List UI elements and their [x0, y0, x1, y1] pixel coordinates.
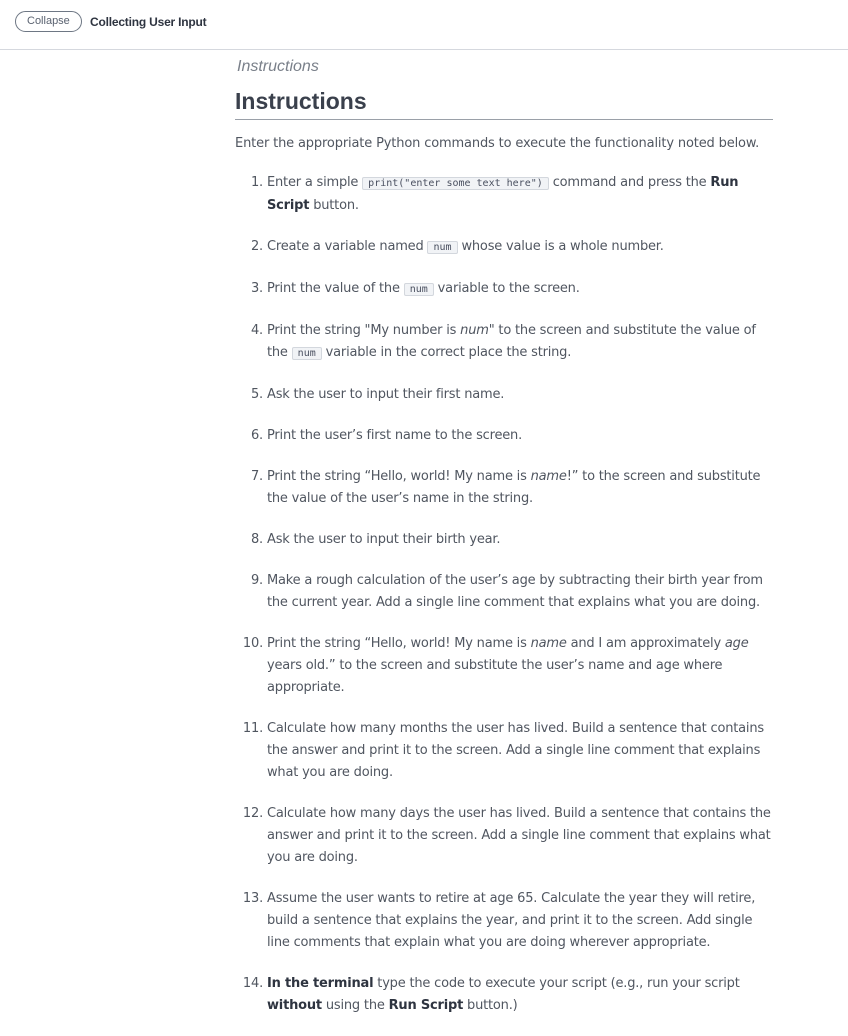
step-text: " to the screen and substitute the value of the — [267, 323, 756, 360]
list-item — [235, 466, 773, 510]
step-number: 5. — [250, 387, 263, 402]
collapse-button[interactable]: Collapse — [15, 11, 82, 32]
step-number: 2. — [250, 239, 263, 254]
step-number: 1. — [250, 175, 263, 190]
step-text: Create a variable named — [267, 239, 428, 254]
emphasis-italic: num — [460, 323, 489, 338]
step-text: Print the string “Hello, world! My name is — [267, 636, 531, 651]
step-text: type the code to execute your script (e.g., run your script — [373, 976, 740, 991]
list-item — [235, 529, 773, 551]
step-text: years old.” to the screen and substitute the user’s name and age where appropriate. — [267, 658, 723, 695]
list-item — [235, 633, 773, 699]
step-text: Enter a simple — [267, 175, 363, 190]
step-text: button. — [309, 198, 359, 213]
list-item — [235, 425, 773, 447]
step-number: 9. — [250, 573, 263, 588]
step-text: using the — [321, 998, 389, 1013]
step-number: 10. — [242, 636, 263, 651]
step-text: !” to the screen and substitute the value of the user’s name in the string. — [267, 469, 761, 506]
step-text: whose value is a whole number. — [457, 239, 664, 254]
section-kicker: Instructions — [237, 58, 319, 75]
step-text: Calculate how many months the user has lived. Build a sentence that contains the answer and print it to the screen. Add a single line comment that explains what you are doing. — [267, 721, 764, 780]
step-text: Ask the user to input their first name. — [267, 387, 505, 402]
step-number: 3. — [250, 281, 263, 296]
list-item — [235, 973, 773, 1017]
step-text: variable to the screen. — [433, 281, 580, 296]
inline-code: num — [427, 241, 457, 254]
list-item — [235, 172, 773, 217]
list-item — [235, 236, 773, 259]
emphasis-italic: name — [530, 469, 567, 484]
step-number: 4. — [250, 323, 263, 338]
inline-code: num — [292, 347, 322, 360]
step-number: 12. — [242, 806, 263, 821]
list-item — [235, 570, 773, 614]
emphasis-bold: Run Script — [388, 998, 464, 1013]
emphasis-bold: Run Script — [267, 175, 739, 213]
emphasis-bold: without — [267, 998, 322, 1013]
inline-code: num — [404, 283, 434, 296]
list-item — [235, 384, 773, 406]
intro-text: Enter the appropriate Python commands to execute the functionality noted below. — [235, 136, 760, 151]
list-item — [235, 888, 773, 954]
steps-list — [235, 172, 773, 1017]
step-text: Print the user’s first name to the screen. — [267, 428, 523, 443]
instructions-panel — [235, 56, 773, 1036]
top-bar — [0, 0, 848, 50]
step-number: 8. — [250, 532, 263, 547]
step-text: and I am approximately — [566, 636, 725, 651]
step-number: 14. — [242, 976, 263, 991]
emphasis-italic: age — [724, 636, 749, 651]
step-text: Ask the user to input their birth year. — [267, 532, 501, 547]
step-text: button.) — [463, 998, 518, 1013]
step-text: Make a rough calculation of the user’s age by subtracting their birth year from the current year. Add a single line comment that explains what you are doing. — [267, 573, 763, 610]
step-number: 13. — [242, 891, 263, 906]
step-number: 11. — [242, 721, 263, 736]
step-text: Print the value of the — [267, 281, 404, 296]
section-heading: Instructions — [235, 86, 773, 120]
list-item — [235, 320, 773, 365]
list-item — [235, 278, 773, 301]
step-text: Print the string “Hello, world! My name is — [267, 469, 531, 484]
inline-code: print("enter some text here") — [362, 177, 549, 190]
step-number: 7. — [250, 469, 263, 484]
step-text: Calculate how many days the user has lived. Build a sentence that contains the answer and print it to the screen. Add a single line comment that explains what you are doing. — [267, 806, 771, 865]
step-text: Print the string "My number is — [267, 323, 461, 338]
step-text: variable in the correct place the string. — [321, 345, 572, 360]
step-text: Assume the user wants to retire at age 65. Calculate the year they will retire, build a sentence that explains the year, and print it to the screen. Add single line comments that explain what you are doing wherever appropriate. — [267, 891, 756, 950]
list-item — [235, 718, 773, 784]
emphasis-italic: name — [530, 636, 567, 651]
list-item — [235, 803, 773, 869]
step-text: command and press the — [548, 175, 711, 190]
page-title: Collecting User Input — [90, 15, 207, 29]
emphasis-bold: In the terminal — [267, 976, 374, 991]
step-number: 6. — [250, 428, 263, 443]
